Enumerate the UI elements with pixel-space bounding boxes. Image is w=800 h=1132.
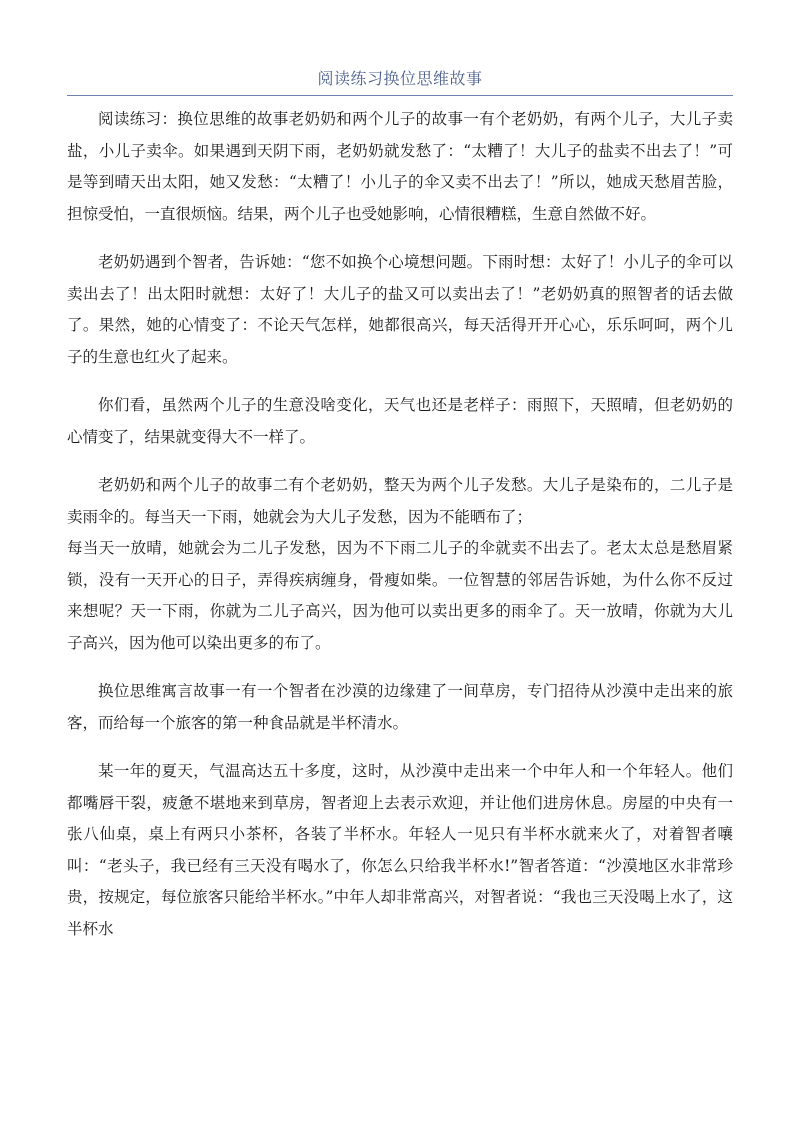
page-header-title: 阅读练习换位思维故事 — [317, 69, 483, 88]
paragraph-3: 你们看，虽然两个儿子的生意没啥变化，天气也还是老样子：雨照下，天照晴，但老奶奶的心情变了，结果就变得大不一样了。 — [67, 396, 733, 446]
paragraph-7: 某一年的夏天，气温高达五十多度，这时，从沙漠中走出来一个中年人和一个年轻人。他们都嘴唇干裂，疲惫不堪地来到草房，智者迎上去表示欢迎，并让他们进房休息。房屋的中央有一张八仙桌，桌上有两只小茶杯，各装了半杯水。年轻人一见只有半杯水就来火了，对着智者嚷叫：“老头子，我已经有三天没有喝水了，你怎么只给我半杯水!”智者答道：“沙漠地区水非常珍贵，按规定，每位旅客只能给半杯水。”中年人却非常高兴，对智者说：“我也三天没喝上水了，这半杯水 — [67, 762, 733, 938]
paragraph-1: 阅读练习：换位思维的故事老奶奶和两个儿子的故事一有个老奶奶，有两个儿子，大儿子卖盐，小儿子卖伞。如果遇到天阴下雨，老奶奶就发愁了：“太糟了！大儿子的盐卖不出去了！”可是等到晴天出太阳，她又发愁：“太糟了！小儿子的伞又卖不出去了！”所以，她成天愁眉苦脸，担惊受怕，一直很烦恼。结果，两个儿子也受她影响，心情很糟糕，生意自然做不好。 — [67, 110, 733, 223]
document-body — [67, 104, 733, 962]
paragraph-5: 每当天一放晴，她就会为二儿子发愁，因为不下雨二儿子的伞就卖不出去了。老太太总是愁眉紧锁，没有一天开心的日子，弄得疾病缠身，骨瘦如柴。一位智慧的邻居告诉她，为什么你不反过来想呢？天一下雨，你就为二儿子高兴，因为他可以卖出更多的雨伞了。天一放晴，你就为大儿子高兴，因为他可以染出更多的布了。 — [67, 539, 733, 652]
paragraph-4: 老奶奶和两个儿子的故事二有个老奶奶，整天为两个儿子发愁。大儿子是染布的，二儿子是卖雨伞的。每当天一下雨，她就会为大儿子发愁，因为不能晒布了； — [67, 476, 733, 526]
paragraph-6: 换位思维寓言故事一有一个智者在沙漠的边缘建了一间草房，专门招待从沙漠中走出来的旅客，而给每一个旅客的第一种食品就是半杯清水。 — [67, 682, 733, 732]
paragraph-2: 老奶奶遇到个智者，告诉她：“您不如换个心境想问题。下雨时想：太好了！小儿子的伞可以卖出去了！出太阳时就想：太好了！大儿子的盐又可以卖出去了！”老奶奶真的照智者的话去做了。果然，她的心情变了：不论天气怎样，她都很高兴，每天活得开开心心，乐乐呵呵，两个儿子的生意也红火了起来。 — [67, 253, 733, 366]
header-divider — [67, 95, 733, 96]
